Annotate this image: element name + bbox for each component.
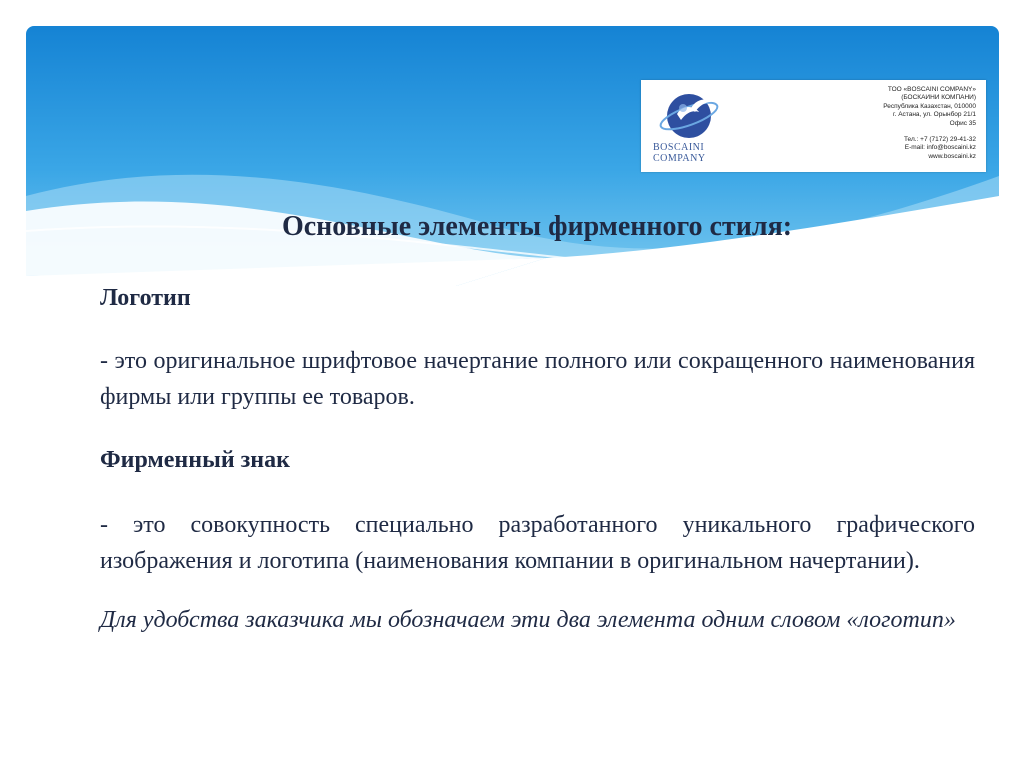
brand-name: BOSCAINI COMPANY	[653, 142, 706, 164]
slide-content	[100, 280, 975, 638]
company-info	[776, 86, 976, 161]
company-line: ТОО «BOSCAINI COMPANY»	[887, 86, 976, 93]
note-text: Для удобства заказчика мы обозначаем эти два элемента одним словом «логотип»	[100, 607, 956, 633]
website-line: www.boscaini.kz	[928, 152, 976, 160]
company-line: Республика Казахстан, 010000	[883, 102, 976, 110]
company-line: г. Астана, ул. Орынбор 21/1	[893, 111, 976, 119]
logo-definition: - это оригинальное шрифтовое начертание полного или сокращенного наименования фирмы или группы ее товаров.	[100, 348, 975, 410]
company-line: (БОСКАИНИ КОМПАНИ)	[901, 94, 976, 102]
brand-sign-definition: - это совокупность специально разработанного уникального графического изображения и логотипа (наименования компании в оригинальном начертании).	[100, 512, 975, 574]
logo-heading: Логотип	[100, 285, 191, 311]
email-line: E-mail: info@boscaini.kz	[904, 144, 976, 152]
business-card	[641, 80, 986, 172]
brand-sign-heading: Фирменный знак	[100, 447, 290, 473]
company-line: Офис 35	[949, 119, 976, 127]
globe-logo-icon	[647, 86, 731, 150]
slide-title: Основные элементы фирменного стиля:	[281, 211, 793, 242]
phone-line: Тел.: +7 (7172) 29-41-32	[903, 136, 976, 144]
